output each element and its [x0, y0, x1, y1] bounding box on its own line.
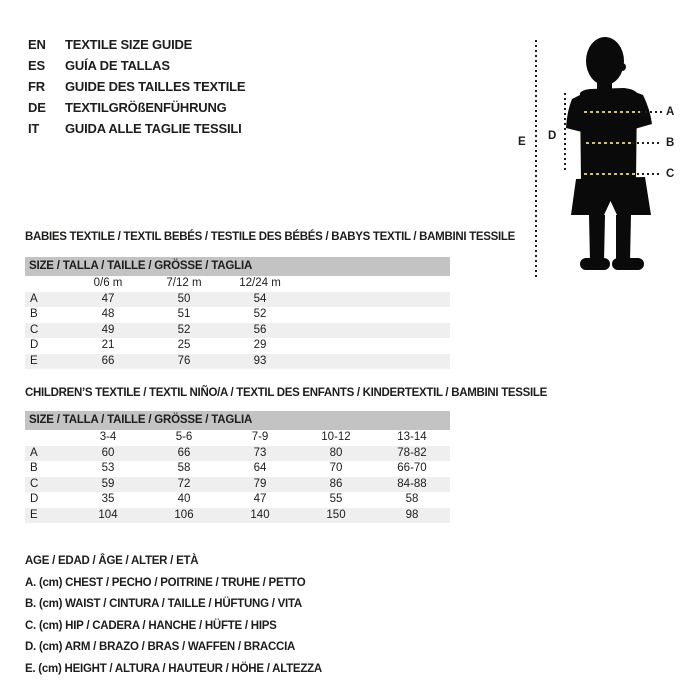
size-value-cell: 21	[101, 339, 115, 351]
size-value-cell: 35	[101, 493, 115, 505]
size-value-cell: 79	[222, 477, 298, 493]
size-value-cell: 52	[146, 323, 222, 339]
size-value-cell: 49	[70, 323, 146, 339]
size-value-cell: 66-70	[397, 462, 427, 474]
waist-measure-leader-B	[632, 142, 662, 144]
language-code: IT	[28, 121, 40, 136]
legend-height-line: E. (cm) HEIGHT / ALTURA / HAUTEUR / HÖHE / ALTEZZA	[25, 662, 322, 675]
hip-measure-leader-C	[637, 173, 662, 175]
size-value-cell: 51	[177, 308, 191, 320]
size-value-cell: 55	[329, 493, 343, 505]
marker-label-B: B	[666, 137, 675, 149]
size-value-cell: 64	[253, 462, 267, 474]
row-label: A	[25, 292, 70, 308]
language-title: TEXTILE SIZE GUIDE	[65, 37, 193, 52]
size-value-cell: 58	[405, 493, 419, 505]
size-value-cell: 80	[298, 446, 374, 462]
size-value-cell: 150	[298, 508, 374, 524]
size-value-cell: 53	[101, 462, 115, 474]
row-label: D	[30, 493, 39, 505]
marker-label-A: A	[666, 106, 675, 118]
legend-hip-line: C. (cm) HIP / CADERA / HANCHE / HÜFTE / HIPS	[25, 619, 277, 632]
children-table	[25, 411, 450, 523]
filler-cell	[298, 354, 450, 370]
column-header: 3-4	[99, 431, 117, 443]
babies-size-header: SIZE / TALLA / TAILLE / GRÖSSE / TAGLIA	[25, 257, 450, 276]
size-value-cell: 59	[70, 477, 146, 493]
children-size-table	[25, 430, 450, 523]
table-row	[25, 292, 450, 308]
language-title: TEXTILGRÖßENFÜHRUNG	[65, 100, 227, 115]
children-column-header-row	[25, 430, 450, 446]
size-value-cell: 76	[146, 354, 222, 370]
language-row-en	[28, 34, 245, 55]
filler-cell	[298, 292, 450, 308]
size-value-cell: 54	[222, 292, 298, 308]
legend-waist-line: B. (cm) WAIST / CINTURA / TAILLE / HÜFTUNG / VITA	[25, 598, 302, 610]
column-header: 5-6	[175, 431, 193, 443]
table-row	[25, 354, 450, 370]
row-label: B	[30, 462, 38, 474]
babies-table	[25, 257, 450, 369]
size-value-cell: 60	[70, 446, 146, 462]
language-row-de	[28, 97, 245, 118]
chest-measure-leader-A	[640, 111, 662, 113]
size-value-cell: 66	[70, 354, 146, 370]
language-title: GUIDE DES TAILLES TEXTILE	[65, 79, 246, 94]
table-row	[25, 492, 450, 508]
size-value-cell: 98	[374, 508, 450, 524]
size-value-cell: 52	[253, 308, 267, 320]
size-value-cell: 40	[177, 493, 191, 505]
language-row-es	[28, 55, 245, 76]
legend-arm-line: D. (cm) ARM / BRAZO / BRAS / WAFFEN / BRACCIA	[25, 641, 296, 653]
child-silhouette	[560, 33, 665, 278]
language-row-it	[28, 118, 245, 139]
language-title: GUÍA DE TALLAS	[65, 58, 170, 73]
column-header: 13-14	[397, 431, 427, 443]
babies-table-title: BABIES TEXTILE / TEXTIL BEBÉS / TESTILE DES BÉBÉS / BABYS TEXTIL / BAMBINI TESSILE	[25, 231, 515, 243]
size-value-cell: 72	[146, 477, 222, 493]
language-title-list	[28, 34, 245, 139]
table-row	[25, 446, 450, 462]
marker-label-E: E	[518, 136, 526, 148]
language-title: GUIDA ALLE TAGLIE TESSILI	[65, 121, 242, 136]
marker-label-D: D	[548, 130, 557, 142]
legend-age-line: AGE / EDAD / ÂGE / ALTER / ETÀ	[25, 555, 199, 567]
column-header: 7-9	[251, 431, 269, 443]
size-value-cell: 84-88	[374, 477, 450, 493]
size-value-cell: 48	[101, 308, 115, 320]
size-value-cell: 104	[70, 508, 146, 524]
hip-measure-dash-C	[584, 173, 637, 175]
filler-cell	[298, 323, 450, 339]
row-label: B	[30, 308, 38, 320]
language-row-fr	[28, 76, 245, 97]
row-label: E	[25, 354, 70, 370]
row-label: E	[25, 508, 70, 524]
children-size-header: SIZE / TALLA / TAILLE / GRÖSSE / TAGLIA	[25, 411, 450, 430]
size-value-cell: 58	[177, 462, 191, 474]
waist-measure-dash-B	[586, 142, 632, 144]
table-row	[25, 461, 450, 477]
chest-measure-dash-A	[584, 111, 640, 113]
table-row	[25, 323, 450, 339]
children-table-title: CHILDREN’S TEXTILE / TEXTIL NIÑO/A / TEXTIL DES ENFANTS / KINDERTEXTIL / BAMBINI TESSILE	[25, 387, 548, 399]
size-value-cell: 56	[222, 323, 298, 339]
language-code: ES	[28, 58, 45, 73]
size-value-cell: 47	[70, 292, 146, 308]
filler-cell	[298, 307, 450, 323]
filler-cell	[298, 276, 450, 292]
row-label: C	[25, 323, 70, 339]
column-header: 12/24 m	[239, 277, 281, 289]
table-row	[25, 508, 450, 524]
language-code: FR	[28, 79, 45, 94]
language-code: DE	[28, 100, 46, 115]
size-value-cell: 106	[146, 508, 222, 524]
corner-cell	[25, 430, 70, 446]
column-header: 0/6 m	[93, 277, 123, 289]
language-code: EN	[28, 37, 46, 52]
row-label: D	[30, 339, 39, 351]
table-row	[25, 307, 450, 323]
size-value-cell: 47	[253, 493, 267, 505]
table-row	[25, 338, 450, 354]
row-label: A	[25, 446, 70, 462]
size-value-cell: 140	[222, 508, 298, 524]
size-value-cell: 25	[177, 339, 191, 351]
size-value-cell: 86	[298, 477, 374, 493]
size-value-cell: 70	[329, 462, 343, 474]
size-value-cell: 50	[146, 292, 222, 308]
column-header: 10-12	[321, 431, 351, 443]
table-row	[25, 477, 450, 493]
legend-chest-line: A. (cm) CHEST / PECHO / POITRINE / TRUHE / PETTO	[25, 576, 306, 589]
column-header: 7/12 m	[166, 277, 202, 289]
corner-cell	[25, 276, 70, 292]
babies-size-table	[25, 276, 450, 369]
arm-measure-line-D	[564, 93, 566, 172]
size-value-cell: 93	[222, 354, 298, 370]
measurement-legend	[25, 551, 322, 680]
height-measure-line-E	[535, 40, 537, 280]
size-value-cell: 29	[253, 339, 267, 351]
filler-cell	[298, 338, 450, 354]
marker-label-C: C	[666, 168, 675, 180]
size-value-cell: 66	[146, 446, 222, 462]
row-label: C	[25, 477, 70, 493]
size-value-cell: 78-82	[374, 446, 450, 462]
babies-column-header-row	[25, 276, 450, 292]
size-value-cell: 73	[222, 446, 298, 462]
